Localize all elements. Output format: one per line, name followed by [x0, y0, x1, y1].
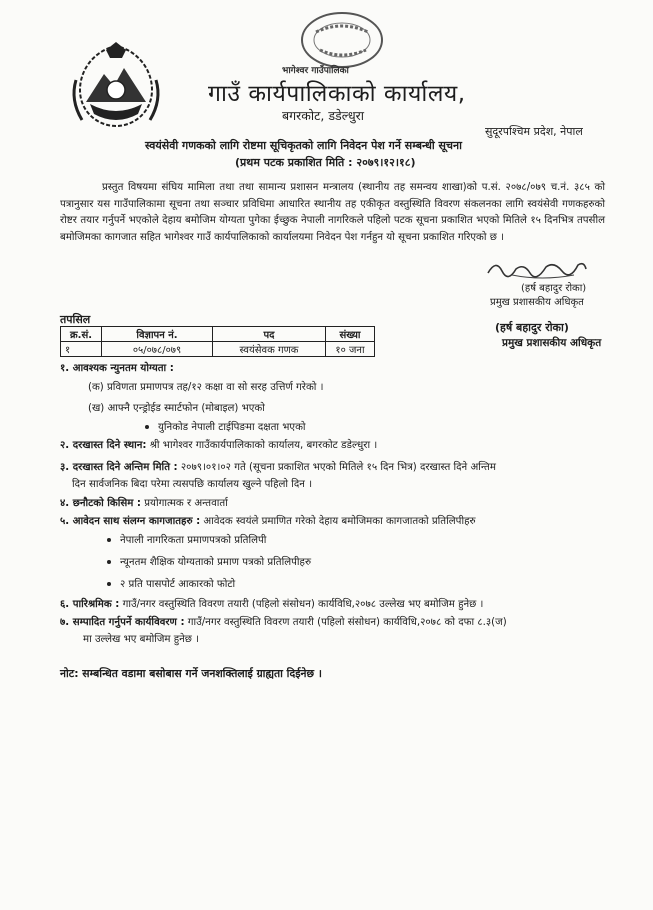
office-title: गाउँ कार्यपालिकाको कार्यालय,	[208, 81, 466, 107]
province-line: सुदूरपश्चिम प्रदेश, नेपाल	[485, 125, 583, 138]
selection-method-value: प्रयोगात्मक र अन्तवार्ता	[141, 498, 228, 509]
required-documents	[60, 513, 476, 527]
document-item: नेपाली नागरिकता प्रमाणपत्रको प्रतिलिपी	[120, 535, 267, 546]
signer-name: (हर्ष बहादुर रोका)	[521, 283, 587, 294]
remuneration-value: गाउँ/नगर वस्तुस्थिति विवरण तयारी (पहिलो संसोधन) कार्यविधि,२०७८ उल्लेख भए बमोजिम हुनेछ ।	[119, 599, 484, 610]
application-place-value: श्री भागेश्वर गाउँकार्यपालिकाको कार्यालय, बगरकोट डडेल्धुरा ।	[146, 440, 378, 451]
selection-method-label: ४. छनौटको किसिम :	[60, 498, 141, 509]
table-header: पद	[213, 327, 326, 342]
work-description-value: गाउँ/नगर वस्तुस्थिति विवरण तयारी (पहिलो संसोधन) कार्यविधि,२०७८ को दफा ८.३(ज)	[184, 617, 507, 628]
bullet-icon	[107, 560, 111, 564]
table-header: क्र.सं.	[61, 327, 102, 342]
application-deadline-cont: दिन सार्वजनिक बिदा परेमा त्यसपछि कार्यालय खुल्ने पहिलो दिन ।	[72, 479, 313, 490]
table-header: संख्या	[326, 327, 375, 342]
signer-designation-stamp: प्रमुख प्रशासकीय अधिकृत	[502, 337, 602, 349]
bullet-icon	[107, 538, 111, 542]
work-description-cont: मा उल्लेख भए बमोजिम हुनेछ ।	[83, 634, 200, 645]
qualification-c: युनिकोड नेपाली टाईपिङमा दक्षता भएको	[158, 422, 306, 433]
work-description-label: ७. सम्पादित गर्नुपर्ने कार्यविवरण :	[60, 617, 185, 628]
qualification-title: १. आवश्यक न्युनतम योग्यता :	[60, 363, 174, 374]
notice-subject: स्वयंसेवी गणकको लागि रोष्टमा सूचिकृतको लागि निवेदन पेश गर्ने सम्बन्धी सूचना	[145, 139, 462, 152]
table-cell: १	[61, 342, 102, 357]
vacancy-table	[60, 326, 375, 357]
work-description	[60, 614, 507, 628]
table-header-row	[61, 327, 375, 342]
required-documents-label: ५. आवेदन साथ संलग्न कागजातहरु :	[60, 516, 201, 527]
application-deadline-value: २०७९।०१।०२ गते (सूचना प्रकाशित भएको मितिले १५ दिन भित्र) दरखास्त दिने अन्तिम	[177, 462, 496, 473]
table-row	[61, 342, 375, 357]
table-cell: ०५/०७८/०७९	[102, 342, 213, 357]
office-address: बगरकोट, डडेल्धुरा	[282, 108, 365, 123]
qualification-a: (क) प्रविणता प्रमाणपत्र तह/१२ कक्षा वा सो सरह उत्तिर्ण गरेको ।	[88, 382, 324, 393]
nepal-emblem-icon	[66, 40, 166, 132]
remuneration-label: ६. पारिश्रमिक :	[60, 599, 120, 610]
application-deadline-label: ३. दरखास्त दिने अन्तिम मिति :	[60, 462, 178, 473]
qualification-b: (ख) आफ्नै एन्ड्रोईड स्मार्टफोन (मोबाइल) भएको	[88, 403, 265, 414]
signer-name-stamp: (हर्ष बहादुर रोका)	[495, 321, 569, 334]
application-place-label: २. दरखास्त दिने स्थान:	[60, 440, 147, 451]
bullet-icon	[107, 582, 111, 586]
stamp-text: भागेश्वर गाउँपालिका	[282, 66, 349, 76]
table-cell: १० जना	[326, 342, 375, 357]
published-date: (प्रथम पटक प्रकाशित मिति : २०७९।१२।१८)	[235, 156, 416, 169]
application-place	[60, 437, 377, 451]
signer-designation: प्रमुख प्रशासकीय अधिकृत	[490, 297, 584, 308]
bullet-icon	[145, 425, 149, 429]
remuneration	[60, 596, 483, 610]
required-documents-value: आवेदक स्वयंले प्रमाणित गरेको देहाय बमोजिमका कागजातको प्रतिलिपीहरु	[200, 516, 476, 527]
application-deadline	[60, 459, 496, 473]
table-caption: तपसिल	[60, 313, 91, 326]
note: नोट: सम्बन्धित वडामा बसोबास गर्ने जनशक्तिलाई ग्राह्यता दिईनेछ ।	[60, 667, 322, 680]
signature-icon	[482, 255, 590, 283]
table-header: विज्ञापन नं.	[102, 327, 213, 342]
table-cell: स्वयंसेवक गणक	[213, 342, 326, 357]
notice-paragraph: प्रस्तुत विषयमा संघिय मामिला तथा तथा सामान्य प्रशासन मन्त्रालय (स्थानीय तह समन्वय शाखा)को प.सं. २०७८/०७९ च.नं. ३८५ को पत्रानुसार यस गाउँपालिकामा सूचना तथा सञ्चार प्रविधिमा आधारित स्थानीय तह एकीकृत वस्तुस्थिति विवरण संकलनका लागि स्वयंसेवी गणकहरुको रोष्टर तयार गर्नुपर्ने भएकोले देहाय बमोजिम योग्यता पुगेका ईच्छुक नेपाली नागरिकले पहिलो पटक सूचना प्रकाशित भएको मितिले १५ दिनभित्र तपसील बमोजिमका कागजात सहित भागेश्वर गाउँ कार्यपालिकाको कार्यालयमा निवेदन पेश गर्नहुन यो सूचना प्रकाशित गरिएको छ ।	[60, 182, 605, 243]
document-item: न्यूनतम शैक्षिक योग्यताको प्रमाण पत्रको प्रतिलिपीहरु	[120, 557, 312, 568]
selection-method	[60, 495, 228, 509]
document-item: २ प्रति पासपोर्ट आकारको फोटो	[120, 579, 236, 590]
